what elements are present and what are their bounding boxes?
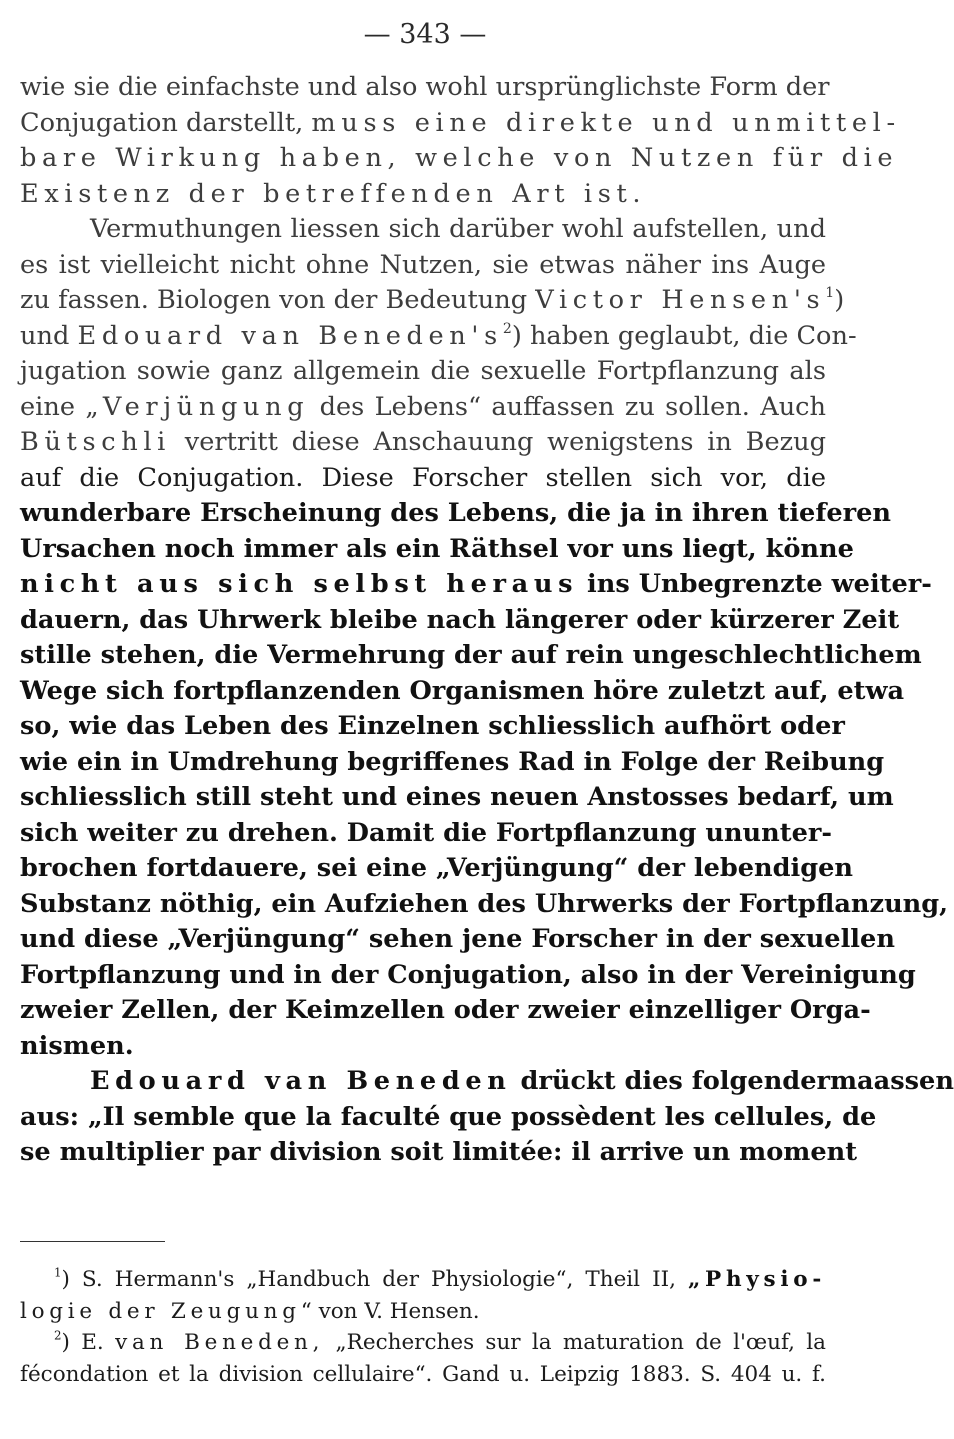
text-line xyxy=(20,1135,858,1171)
person-name: Edouard van Beneden's xyxy=(77,320,503,351)
text-span: ) haben geglaubt, die Con- xyxy=(511,320,857,351)
footnote-marker: 2 xyxy=(54,1328,62,1343)
text-span: Substanz nöthig, ein Aufziehen des Uhrwerks der Fortpflanzung, xyxy=(20,888,949,919)
footnote-line xyxy=(20,1327,826,1359)
text-line xyxy=(20,851,854,887)
text-line xyxy=(20,390,826,426)
text-span: sich weiter zu drehen. Damit die Fortpflanzung ununter- xyxy=(20,817,832,848)
text-span: es ist vielleicht nicht ohne Nutzen, sie etwas näher ins Auge xyxy=(20,249,826,280)
text-line xyxy=(20,425,826,461)
footnote-divider xyxy=(20,1241,165,1242)
main-text xyxy=(20,70,954,1171)
text-span: eine xyxy=(20,391,75,422)
text-line xyxy=(20,283,845,319)
text-span: fécondation et la division cellulaire“. Gand u. Leipzig 1883. S. 404 u. f. xyxy=(20,1361,826,1387)
text-line xyxy=(20,674,905,710)
text-line xyxy=(20,993,871,1029)
footnote-line xyxy=(20,1296,826,1328)
text-span: Ursachen noch immer als ein Räthsel vor uns liegt, könne xyxy=(20,533,854,564)
spaced-text: Existenz der betreffenden Art ist. xyxy=(20,178,647,209)
text-span: drückt dies folgendermaassen xyxy=(520,1066,954,1096)
text-line xyxy=(20,1100,877,1136)
text-span: wie ein in Umdrehung begriffenes Rad in Folge der Reibung xyxy=(20,746,885,777)
page-number: — 343 — xyxy=(363,19,487,50)
text-span: wie sie die einfachste und also wohl ursprünglichste Form der xyxy=(20,72,830,102)
text-span: dauern, das Uhrwerk bleibe nach längerer oder kürzerer Zeit xyxy=(20,604,900,635)
footnotes xyxy=(20,1264,826,1390)
footnote-line xyxy=(20,1264,826,1296)
text-line xyxy=(20,212,826,248)
text-line xyxy=(20,319,857,355)
text-line xyxy=(20,745,885,781)
text-span: Conjugation darstellt, xyxy=(20,107,304,138)
text-line xyxy=(20,603,900,639)
text-span: Vermuthungen liessen sich darüber wohl aufstellen, und xyxy=(90,214,826,244)
text-span: wunderbare Erscheinung des Lebens, die ja in ihren tieferen xyxy=(20,498,892,528)
text-line xyxy=(20,532,854,568)
text-line xyxy=(20,354,826,390)
spaced-text: bare Wirkung haben, welche von Nutzen für die xyxy=(20,143,899,173)
text-span: “ von V. Hensen. xyxy=(300,1298,480,1324)
text-line xyxy=(20,638,922,674)
footnote-line xyxy=(20,1359,826,1391)
text-span: nismen. xyxy=(20,1030,134,1061)
spaced-text: „Physio- xyxy=(687,1267,826,1292)
person-name: van Beneden, xyxy=(115,1330,325,1355)
text-line xyxy=(20,461,826,497)
text-span: und xyxy=(20,320,70,351)
spaced-text: muss eine direkte und unmittel- xyxy=(311,107,901,138)
text-span: stille stehen, die Vermehrung der auf rein ungeschlechtlichem xyxy=(20,640,922,670)
text-span: so, wie das Leben des Einzelnen schliesslich aufhört oder xyxy=(20,711,845,741)
text-line xyxy=(20,177,826,213)
text-span: ) E. xyxy=(61,1330,104,1355)
text-span: Fortpflanzung und in der Conjugation, also in der Vereinigung xyxy=(20,959,916,990)
text-line xyxy=(20,141,899,177)
text-span: ) S. Hermann's „Handbuch der Physiologie“, Theil II, xyxy=(61,1267,676,1292)
text-span: ins Unbegrenzte weiter- xyxy=(587,569,932,599)
text-span: vertritt diese Anschauung wenigstens in Bezug xyxy=(184,427,826,457)
text-span: auf die Conjugation. Diese Forscher stellen sich vor, die xyxy=(20,462,826,493)
text-span: zu fassen. Biologen von der Bedeutung xyxy=(20,285,528,315)
text-span: schliesslich still steht und eines neuen Anstosses bedarf, um xyxy=(20,782,894,812)
text-line xyxy=(20,780,894,816)
text-span: aus: „Il semble que la faculté que possèdent les cellules, de xyxy=(20,1101,877,1132)
spaced-text: nicht aus sich selbst heraus xyxy=(20,569,579,599)
text-line xyxy=(20,958,916,994)
text-line xyxy=(20,248,826,284)
text-span: zweier Zellen, der Keimzellen oder zweier einzelliger Orga- xyxy=(20,995,871,1025)
text-line xyxy=(20,1064,954,1100)
person-name: Bütschli xyxy=(20,427,171,457)
text-line xyxy=(20,70,830,106)
person-name: Victor Hensen's xyxy=(535,285,826,315)
text-line xyxy=(20,709,845,745)
text-span: jugation sowie ganz allgemein die sexuelle Fortpflanzung als xyxy=(20,356,826,386)
text-span: des Lebens“ auffassen zu sollen. Auch xyxy=(319,391,826,422)
text-span: ) xyxy=(834,285,845,315)
text-line xyxy=(20,1029,826,1065)
text-span: „Recherches sur la maturation de l'œuf, la xyxy=(335,1330,826,1355)
text-line xyxy=(20,922,895,958)
footnote-marker: 1 xyxy=(54,1265,62,1280)
text-span: se multiplier par division soit limitée: il arrive un moment xyxy=(20,1137,858,1167)
text-span: brochen fortdauere, sei eine „Verjüngung“ der lebendigen xyxy=(20,853,854,883)
footnote-ref: 2 xyxy=(502,320,512,337)
person-name: Edouard van Beneden xyxy=(90,1066,512,1096)
footnote-ref: 1 xyxy=(825,284,835,301)
spaced-text: „Verjüngung xyxy=(85,391,310,422)
text-line xyxy=(20,887,949,923)
text-span: und diese „Verjüngung“ sehen jene Forscher in der sexuellen xyxy=(20,924,895,954)
text-line xyxy=(20,567,932,603)
text-line xyxy=(20,106,901,142)
spaced-text: logie der Zeugung xyxy=(20,1298,301,1324)
text-line xyxy=(20,496,892,532)
text-span: Wege sich fortpflanzenden Organismen höre zuletzt auf, etwa xyxy=(20,675,905,706)
text-line xyxy=(20,816,832,852)
